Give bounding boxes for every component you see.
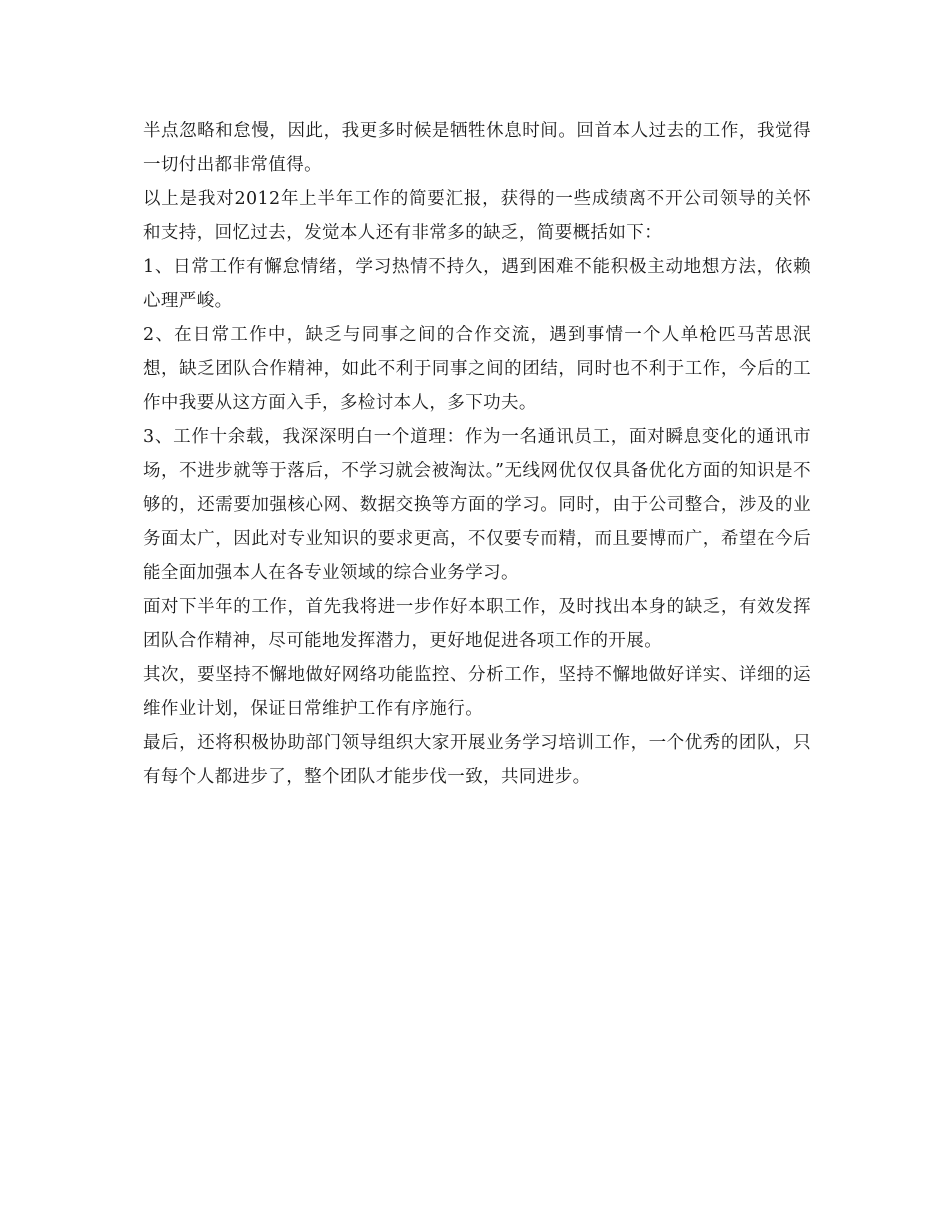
paragraph-shortcoming-3: 3、工作十余载，我深深明白一个道理：作为一名通讯员工，面对瞬息变化的通讯市场，不进步就等于落后，不学习就会被淘汰。”无线网优仅仅具备优化方面的知识是不够的，还需要加强核心网、数据交换等方面的学习。同时，由于公司整合，涉及的业务面太广，因此对专业知识的要求更高，不仅要专而精，而且要博而广，希望在今后能全面加强本人在各专业领域的综合业务学习。	[143, 427, 811, 583]
paragraph-shortcoming-2: 2、在日常工作中，缺乏与同事之间的合作交流，遇到事情一个人单枪匹马苦思泯想，缺乏团队合作精神，如此不利于同事之间的团结，同时也不利于工作，今后的工作中我要从这方面入手，多检讨本人，多下功夫。	[143, 325, 811, 413]
paragraph-continuation: 半点忽略和怠慢，因此，我更多时候是牺牲休息时间。回首本人过去的工作，我觉得一切付出都非常值得。	[143, 121, 811, 175]
paragraph-plan-first: 面对下半年的工作，首先我将进一步作好本职工作，及时找出本身的缺乏，有效发挥团队合作精神，尽可能地发挥潜力，更好地促进各项工作的开展。	[143, 597, 811, 651]
document-body	[143, 114, 811, 794]
paragraph-plan-second: 其次，要坚持不懈地做好网络功能监控、分析工作，坚持不懈地做好详实、详细的运维作业计划，保证日常维护工作有序施行。	[143, 665, 811, 719]
paragraph-summary-intro: 以上是我对2012年上半年工作的简要汇报，获得的一些成绩离不开公司领导的关怀和支持，回忆过去，发觉本人还有非常多的缺乏，简要概括如下：	[143, 189, 811, 243]
paragraph-plan-last: 最后，还将积极协助部门领导组织大家开展业务学习培训工作，一个优秀的团队，只有每个人都进步了，整个团队才能步伐一致，共同进步。	[143, 733, 811, 787]
paragraph-shortcoming-1: 1、日常工作有懈怠情绪，学习热情不持久，遇到困难不能积极主动地想方法，依赖心理严峻。	[143, 257, 811, 311]
